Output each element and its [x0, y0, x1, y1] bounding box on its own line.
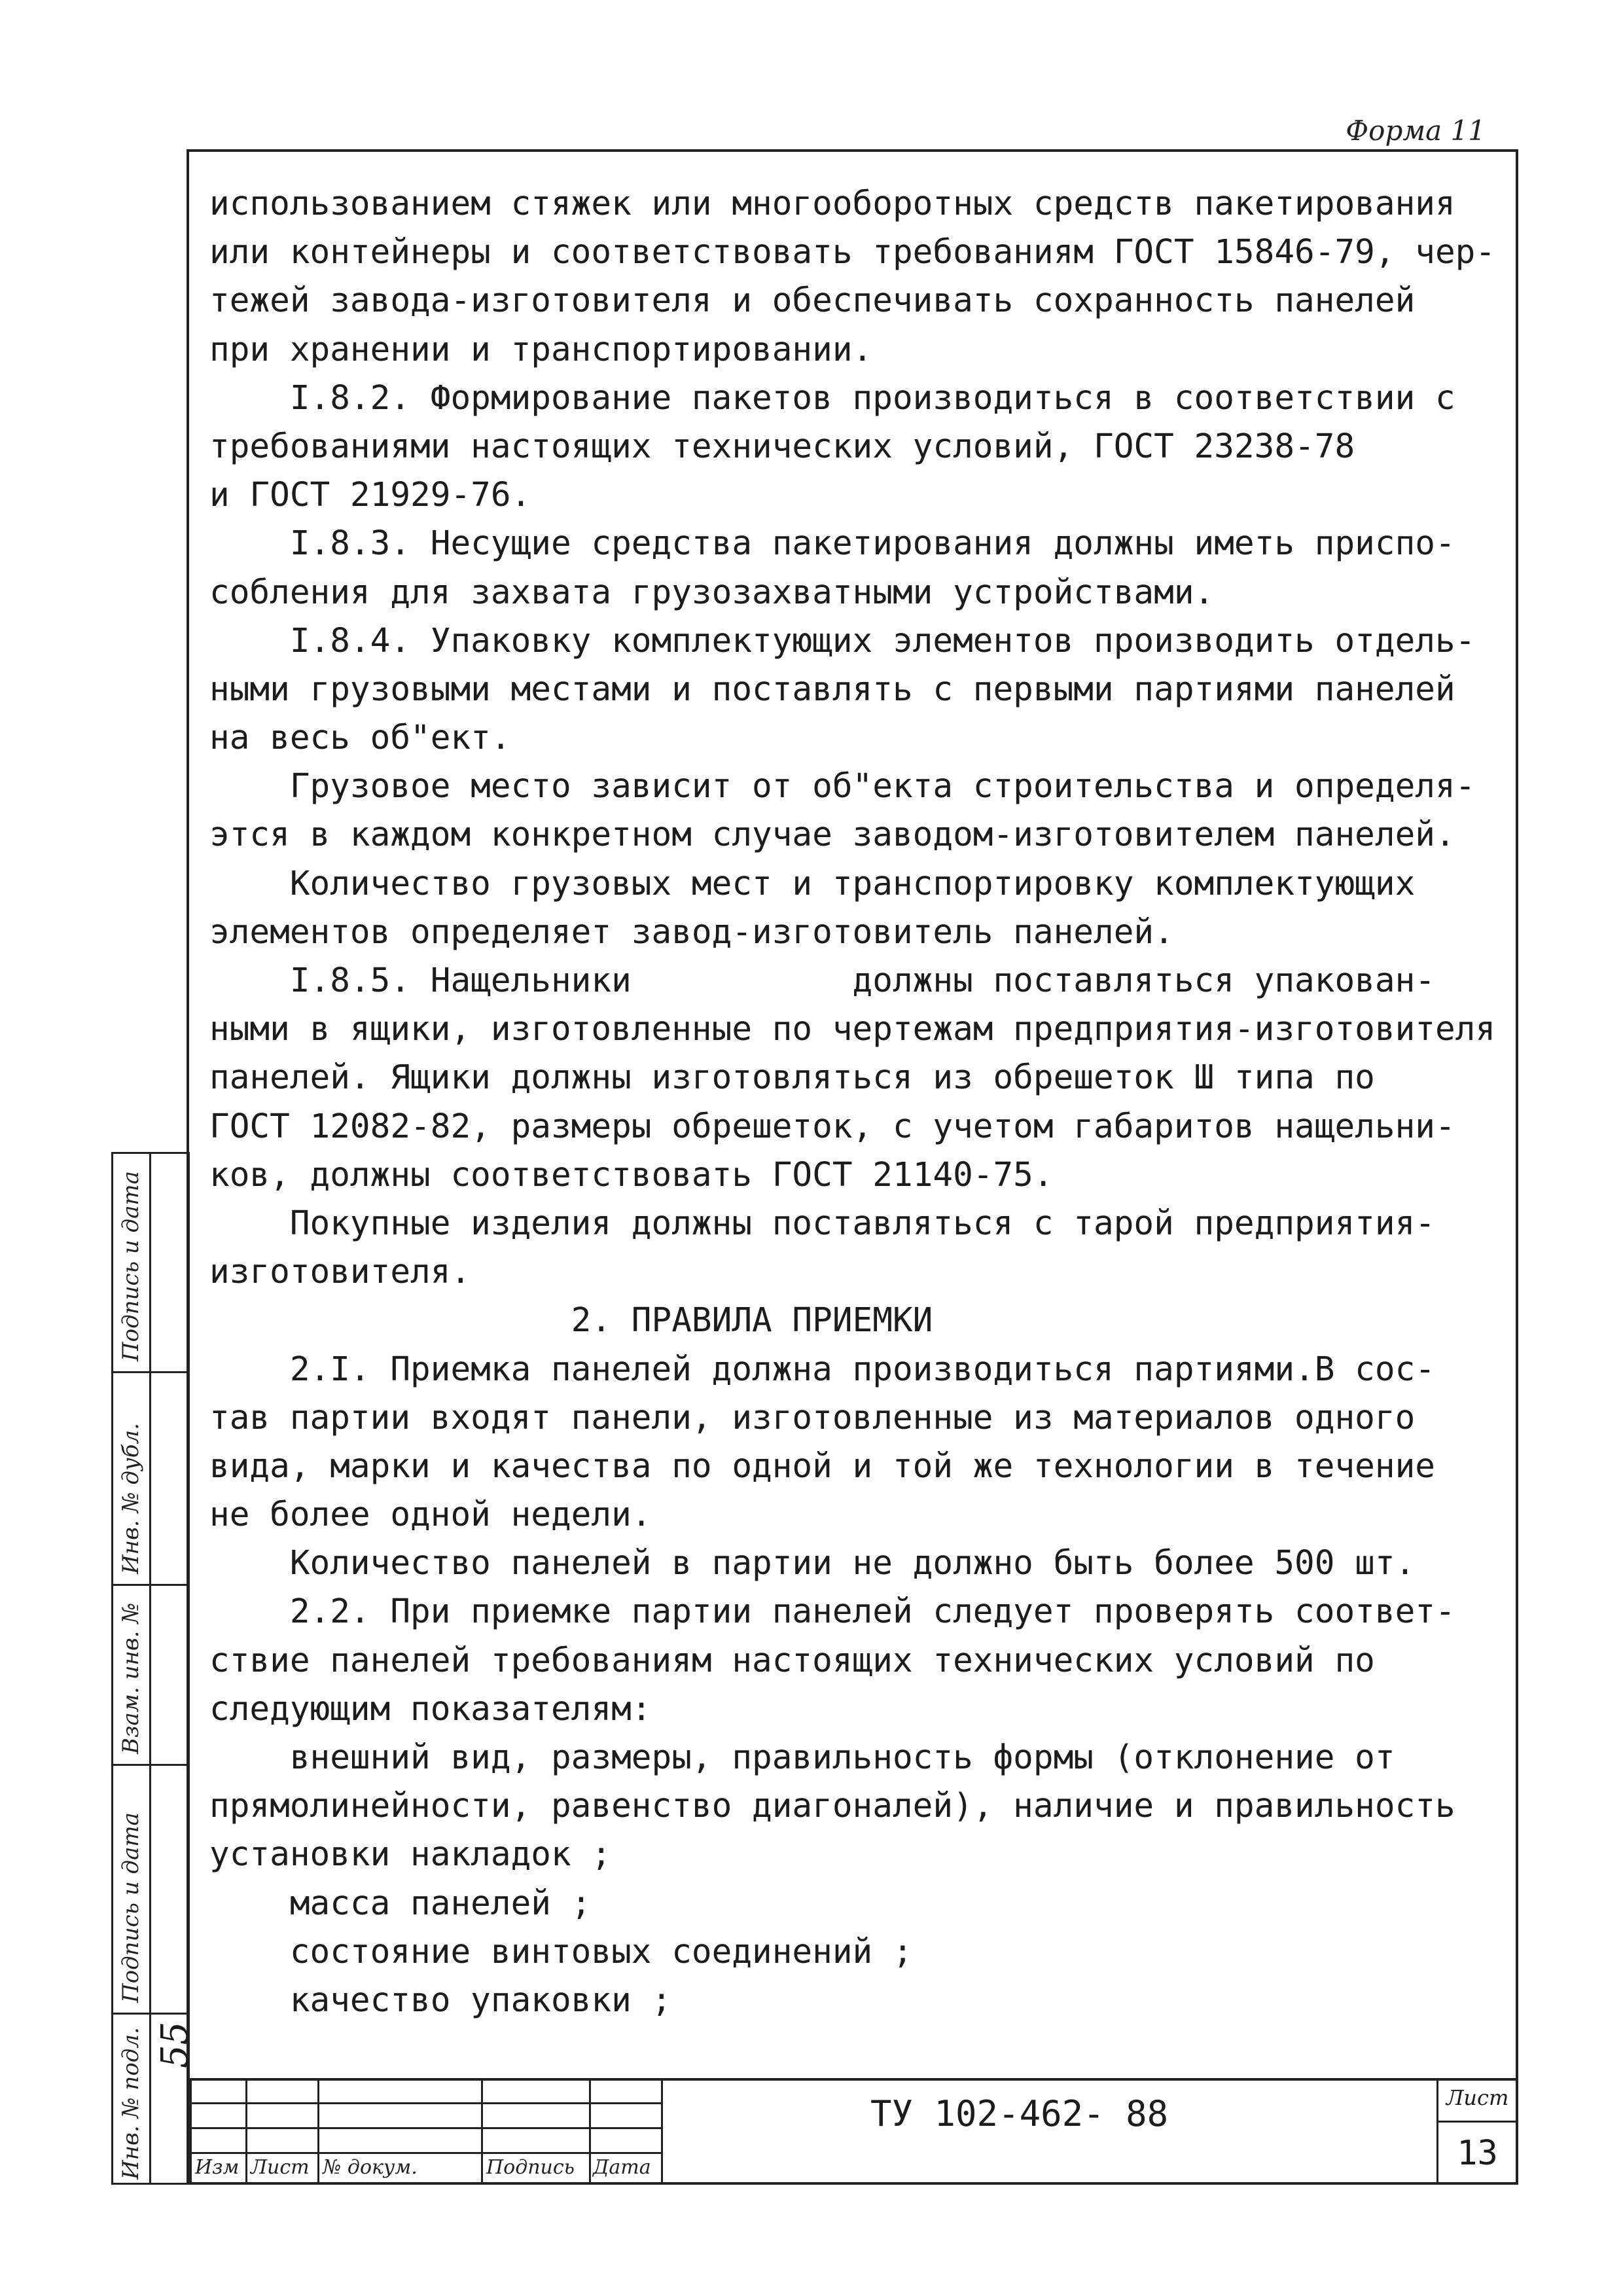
text-line: состояние винтовых соединений ; [209, 1932, 913, 1971]
text-line: при хранении и транспортировании. [209, 330, 873, 369]
strip-inner-line [149, 1152, 151, 2185]
text-line: ными в ящики, изготовленные по чертежам предприятия-изготовителя [209, 1010, 1496, 1049]
text-line: и ГОСТ 21929-76. [209, 476, 531, 515]
text-line: 2.2. При приемке партии панелей следует проверять соответ- [209, 1592, 1455, 1632]
text-line: Грузовое место зависит от об"екта строительства и определя- [209, 767, 1476, 806]
col-doc-number: № докум. [323, 2156, 418, 2179]
text-line: I.8.3. Несущие средства пакетирования должны иметь приспо- [209, 524, 1455, 564]
text-line: на весь об"ект. [209, 719, 511, 758]
text-line: ными грузовыми местами и поставлять с первыми партиями панелей [209, 670, 1455, 709]
col-signature: Подпись [486, 2156, 575, 2179]
text-line: вида, марки и качества по одной и той же технологии в течение [209, 1446, 1435, 1486]
text-line: панелей. Ящики должны изготовляться из обрешеток Ш типа по [209, 1058, 1375, 1098]
text-line: требованиями настоящих технических условий, ГОСТ 23238-78 [209, 427, 1355, 466]
col-list: Лист [251, 2156, 310, 2179]
strip-label-signature-date-2: Подпись и дата [118, 1812, 144, 2003]
text-line: установки накладок ; [209, 1835, 612, 1874]
title-block-row-line [1436, 2121, 1518, 2123]
text-line: прямолинейности, равенство диагоналей), наличие и правильность [209, 1787, 1455, 1826]
text-line: тав партии входят панели, изготовленные из материалов одного [209, 1398, 1416, 1437]
col-date: Дата [593, 2156, 651, 2179]
text-line: ГОСТ 12082-82, размеры обрешеток, с учетом габаритов нащельни- [209, 1107, 1455, 1146]
text-line: Количество грузовых мест и транспортировку комплектующих [209, 864, 1416, 903]
text-line: I.8.2. Формирование пакетов производиться в соответствии с [209, 378, 1455, 418]
title-block-top-line [187, 2078, 1518, 2081]
document-code: ТУ 102-462- 88 [870, 2093, 1169, 2134]
inventory-number: 55 [154, 2021, 196, 2068]
text-line: ствие панелей требованиям настоящих технических условий по [209, 1641, 1375, 1680]
title-block-col-line [1436, 2078, 1438, 2183]
text-line: 2. ПРАВИЛА ПРИЕМКИ [209, 1301, 933, 1340]
text-line: этся в каждом конкретном случае заводом-изготовителем панелей. [209, 816, 1455, 855]
title-block-col-line [317, 2078, 319, 2183]
text-line: не более одной недели. [209, 1496, 652, 1535]
sheet-number: 13 [1457, 2134, 1498, 2173]
text-line: тежей завода-изготовителя и обеспечивать сохранность панелей [209, 281, 1416, 321]
title-block-col-line [661, 2078, 663, 2183]
strip-label-signature-date: Подпись и дата [118, 1171, 144, 1361]
text-line: ков, должны соответствовать ГОСТ 21140-75. [209, 1155, 1054, 1194]
title-block-col-line [589, 2078, 591, 2183]
body-text [209, 180, 1508, 2025]
text-line: масса панелей ; [209, 1884, 592, 1923]
col-izm: Изм [195, 2156, 240, 2179]
title-block-col-line [190, 2078, 192, 2183]
text-line: I.8.4. Упаковку комплектующих элементов производить отдель- [209, 621, 1476, 660]
text-line: внешний вид, размеры, правильность формы (отклонение от [209, 1738, 1395, 1777]
text-line: или контейнеры и соответствовать требованиям ГОСТ 15846-79, чер- [209, 233, 1496, 272]
form-label: Форма 11 [1346, 115, 1486, 147]
text-line: использованием стяжек или многооборотных средств пакетирования [209, 185, 1455, 223]
text-line: Количество панелей в партии не должно быть более 500 шт. [209, 1544, 1416, 1583]
strip-label-dup-inv: Инв. № дубл. [118, 1423, 144, 1574]
text-line: Покупные изделия должны поставляться с тарой предприятия- [209, 1204, 1435, 1243]
title-block-col-line [245, 2078, 247, 2183]
strip-label-replace-inv: Взам. инв. № [118, 1602, 144, 1754]
text-line: I.8.5. Нащельники должны поставляться упакован- [209, 961, 1435, 1000]
text-line: элементов определяет завод-изготовитель панелей. [209, 912, 1174, 952]
text-line: изготовителя. [209, 1253, 471, 1292]
text-line: качество упаковки ; [209, 1981, 672, 2020]
sheet-label: Лист [1446, 2085, 1509, 2110]
text-line: собления для захвата грузозахватными устройствами. [209, 573, 1215, 612]
strip-label-orig-inv: Инв. № подл. [118, 2027, 144, 2179]
title-block-col-line [481, 2078, 483, 2183]
text-line: 2.I. Приемка панелей должна производиться партиями.В сос- [209, 1350, 1435, 1389]
text-line: следующим показателям: [209, 1689, 652, 1729]
